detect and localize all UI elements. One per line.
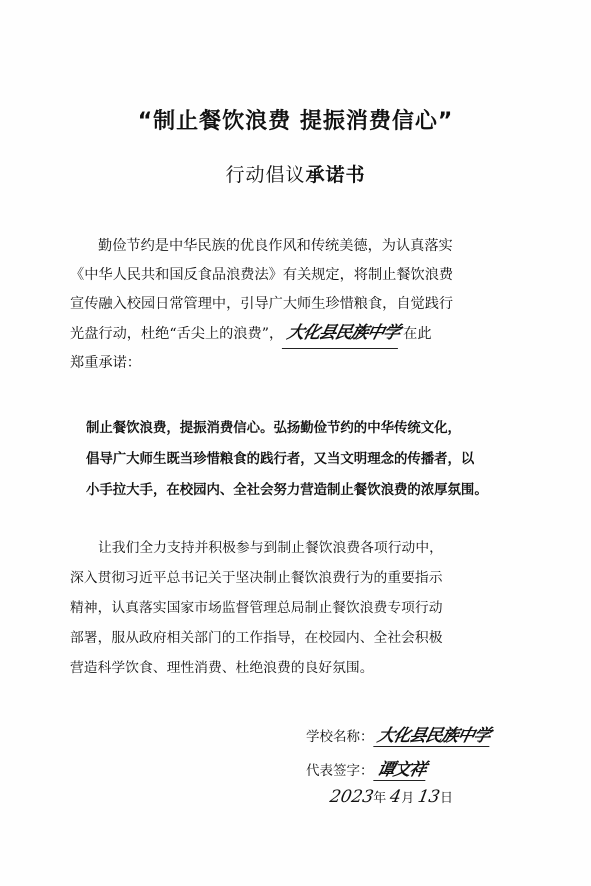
school-name-row — [296, 717, 556, 751]
date-year: 2023 — [328, 787, 376, 807]
date-day: 13 — [416, 787, 442, 807]
document-subtitle — [0, 160, 591, 187]
paragraph-line — [70, 319, 530, 349]
paragraph-line: 深入贯彻习近平总书记关于坚决制止餐饮浪费行为的重要指示 — [70, 570, 443, 586]
school-name-label: 学校名称： — [306, 729, 374, 745]
paragraph-line: 让我们全力支持并积极参与到制止餐饮浪费各项行动中， — [98, 540, 443, 556]
paragraph-text: 光盘行动，杜绝“舌尖上的浪费”， — [70, 326, 284, 342]
date-row — [330, 787, 453, 807]
date-month: 4 — [388, 787, 404, 807]
date-month-label: 月 — [401, 791, 415, 806]
paragraph-line: 倡导广大师生既当珍惜粮食的践行者，又当文明理念的传播者，以 — [86, 452, 475, 467]
paragraph-intro — [70, 232, 530, 378]
paragraph-call — [70, 533, 530, 683]
representative-label: 代表签字： — [306, 763, 374, 779]
paragraph-line: 郑重承诺： — [70, 355, 141, 371]
handwritten-school-signature: 大化县民族中学 — [373, 721, 495, 747]
paragraph-line: 部署，服从政府相关部门的工作指导，在校园内、全社会积极 — [70, 630, 443, 646]
paragraph-line: 精神，认真落实国家市场监督管理总局制止餐饮浪费专项行动 — [70, 600, 443, 616]
handwritten-school-name: 大化县民族中学 — [282, 319, 404, 349]
paragraph-line: 小手拉大手，在校园内、全社会努力营造制止餐饮浪费的浓厚氛围。 — [86, 483, 488, 498]
paragraph-text: 在此 — [403, 326, 432, 342]
signature-block — [296, 717, 556, 807]
paragraph-line: 制止餐饮浪费，提振消费信心。弘扬勤俭节约的中华传统文化， — [86, 421, 461, 436]
paragraph-line: 勤俭节约是中华民族的优良作风和传统美德，为认真落实 — [98, 238, 453, 254]
subtitle-main: 行动倡议 — [225, 164, 306, 186]
date-year-label: 年 — [373, 791, 387, 806]
document-title: “制止餐饮浪费 提振消费信心” — [137, 109, 454, 134]
paragraph-pledge — [86, 413, 526, 506]
subtitle-bold: 承诺书 — [305, 164, 366, 186]
paragraph-line: 宣传融入校园日常管理中，引导广大师生珍惜粮食，自觉践行 — [70, 296, 454, 312]
paragraph-line: 《中华人民共和国反食品浪费法》有关规定，将制止餐饮浪费 — [70, 267, 454, 283]
handwritten-representative-signature: 谭文祥 — [373, 755, 431, 781]
date-day-label: 日 — [440, 791, 454, 806]
representative-row — [296, 751, 556, 785]
paragraph-line: 营造科学饮食、理性消费、杜绝浪费的良好氛围。 — [70, 660, 374, 676]
